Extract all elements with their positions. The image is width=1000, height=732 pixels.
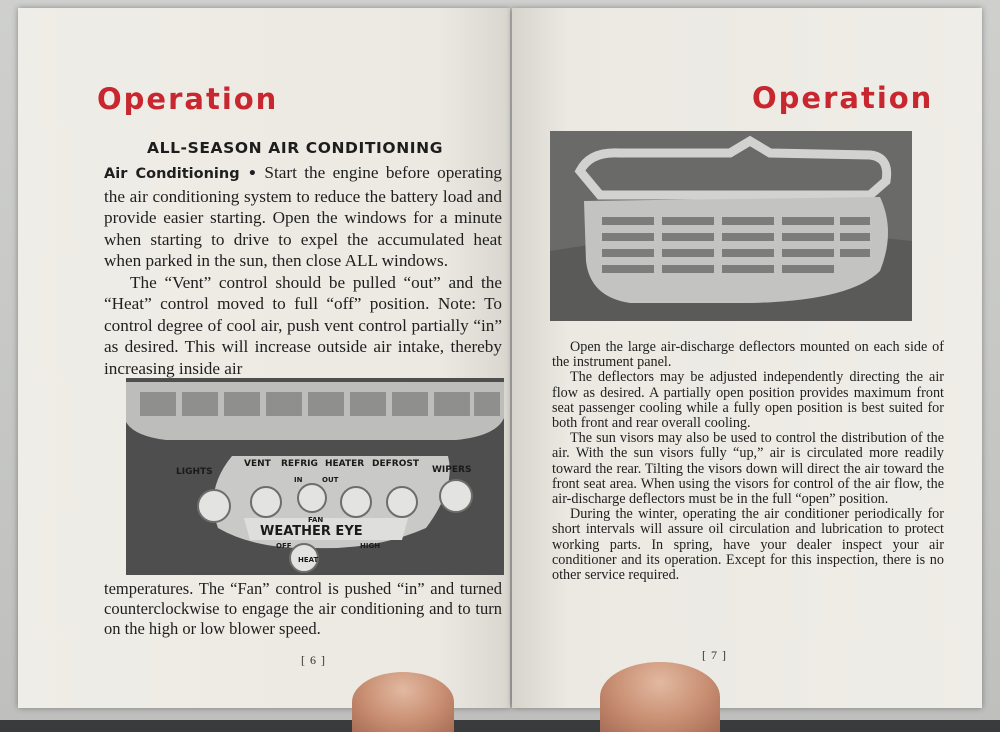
fan-label: FAN <box>308 516 324 524</box>
left-paragraph-1 <box>104 162 502 272</box>
defrost-label: DEFROST <box>372 459 419 469</box>
lights-label: LIGHTS <box>176 467 213 477</box>
dashboard-controls-illustration <box>126 378 504 575</box>
right-paragraph-4: During the winter, operating the air conditioner periodically for short intervals will assure oil circulation and lubrication to protect working parts. In spring, have your dealer inspect your air conditioner and its operation. Except for this inspection, there is no other service required. <box>552 506 944 584</box>
left-thumb <box>352 672 454 732</box>
right-paragraph-3: The sun visors may also be used to control the distribution of the air. With the sun visors fully “up,” air is circulated more readily toward the rear. Tilting the visors down will direct the air toward the front seat area. When using the visors for control of the air flow, the air-discharge deflectors must be in the full “open” position. <box>552 430 944 508</box>
out-label: OUT <box>322 476 339 484</box>
left-page-number: [ 6 ] <box>301 653 326 667</box>
lead-label: Air Conditioning • <box>104 166 258 182</box>
off-label: OFF <box>276 542 292 550</box>
right-body-text <box>552 340 944 583</box>
left-page <box>18 8 510 708</box>
air-deflector-illustration <box>550 131 912 321</box>
left-paragraph-3: temperatures. The “Fan” control is pushed “in” and turned counterclockwise to engage the air conditioning and to turn on the high or low blower speed. <box>104 579 502 638</box>
left-body-text-continued <box>104 579 502 639</box>
right-page-header: Operation <box>752 81 934 115</box>
right-paragraph-2: The deflectors may be adjusted independently directing the air flow as desired. A partially open position provides maximum front seat passenger cooling while a fully open position is best suited for both front and rear overall cooling. <box>552 369 944 432</box>
high-label: HIGH <box>360 542 381 550</box>
wipers-label: WIPERS <box>432 465 472 475</box>
left-body-text <box>104 162 502 379</box>
right-page <box>512 8 982 708</box>
in-label: IN <box>294 476 303 484</box>
left-page-header: Operation <box>97 82 279 116</box>
section-title: ALL-SEASON AIR CONDITIONING <box>147 139 444 157</box>
left-paragraph-2: The “Vent” control should be pulled “out” and the “Heat” control moved to full “off” position. Note: To control degree of cool air, push vent control partially “in” as desired. This will increase outside air intake, thereby increasing inside air <box>104 272 502 378</box>
weather-eye-nameplate: WEATHER EYE <box>260 524 363 539</box>
right-page-number: [ 7 ] <box>702 648 727 662</box>
left-para1-text: Start the engine before operating the air conditioning system to reduce the battery load and provide easier starting. Open the windows for a minute when starting to drive to expel the accumulated heat when parked in the sun, then close ALL windows. <box>104 163 503 270</box>
right-paragraph-1: Open the large air-discharge deflectors mounted on each side of the instrument panel. <box>552 339 944 371</box>
heat-label: HEAT <box>298 556 319 564</box>
refrig-label: REFRIG <box>281 459 318 469</box>
air-deflector-photo <box>550 131 912 321</box>
heater-label: HEATER <box>325 459 365 469</box>
right-thumb <box>600 662 720 732</box>
dashboard-controls-photo <box>126 378 504 575</box>
vent-label: VENT <box>244 459 271 469</box>
